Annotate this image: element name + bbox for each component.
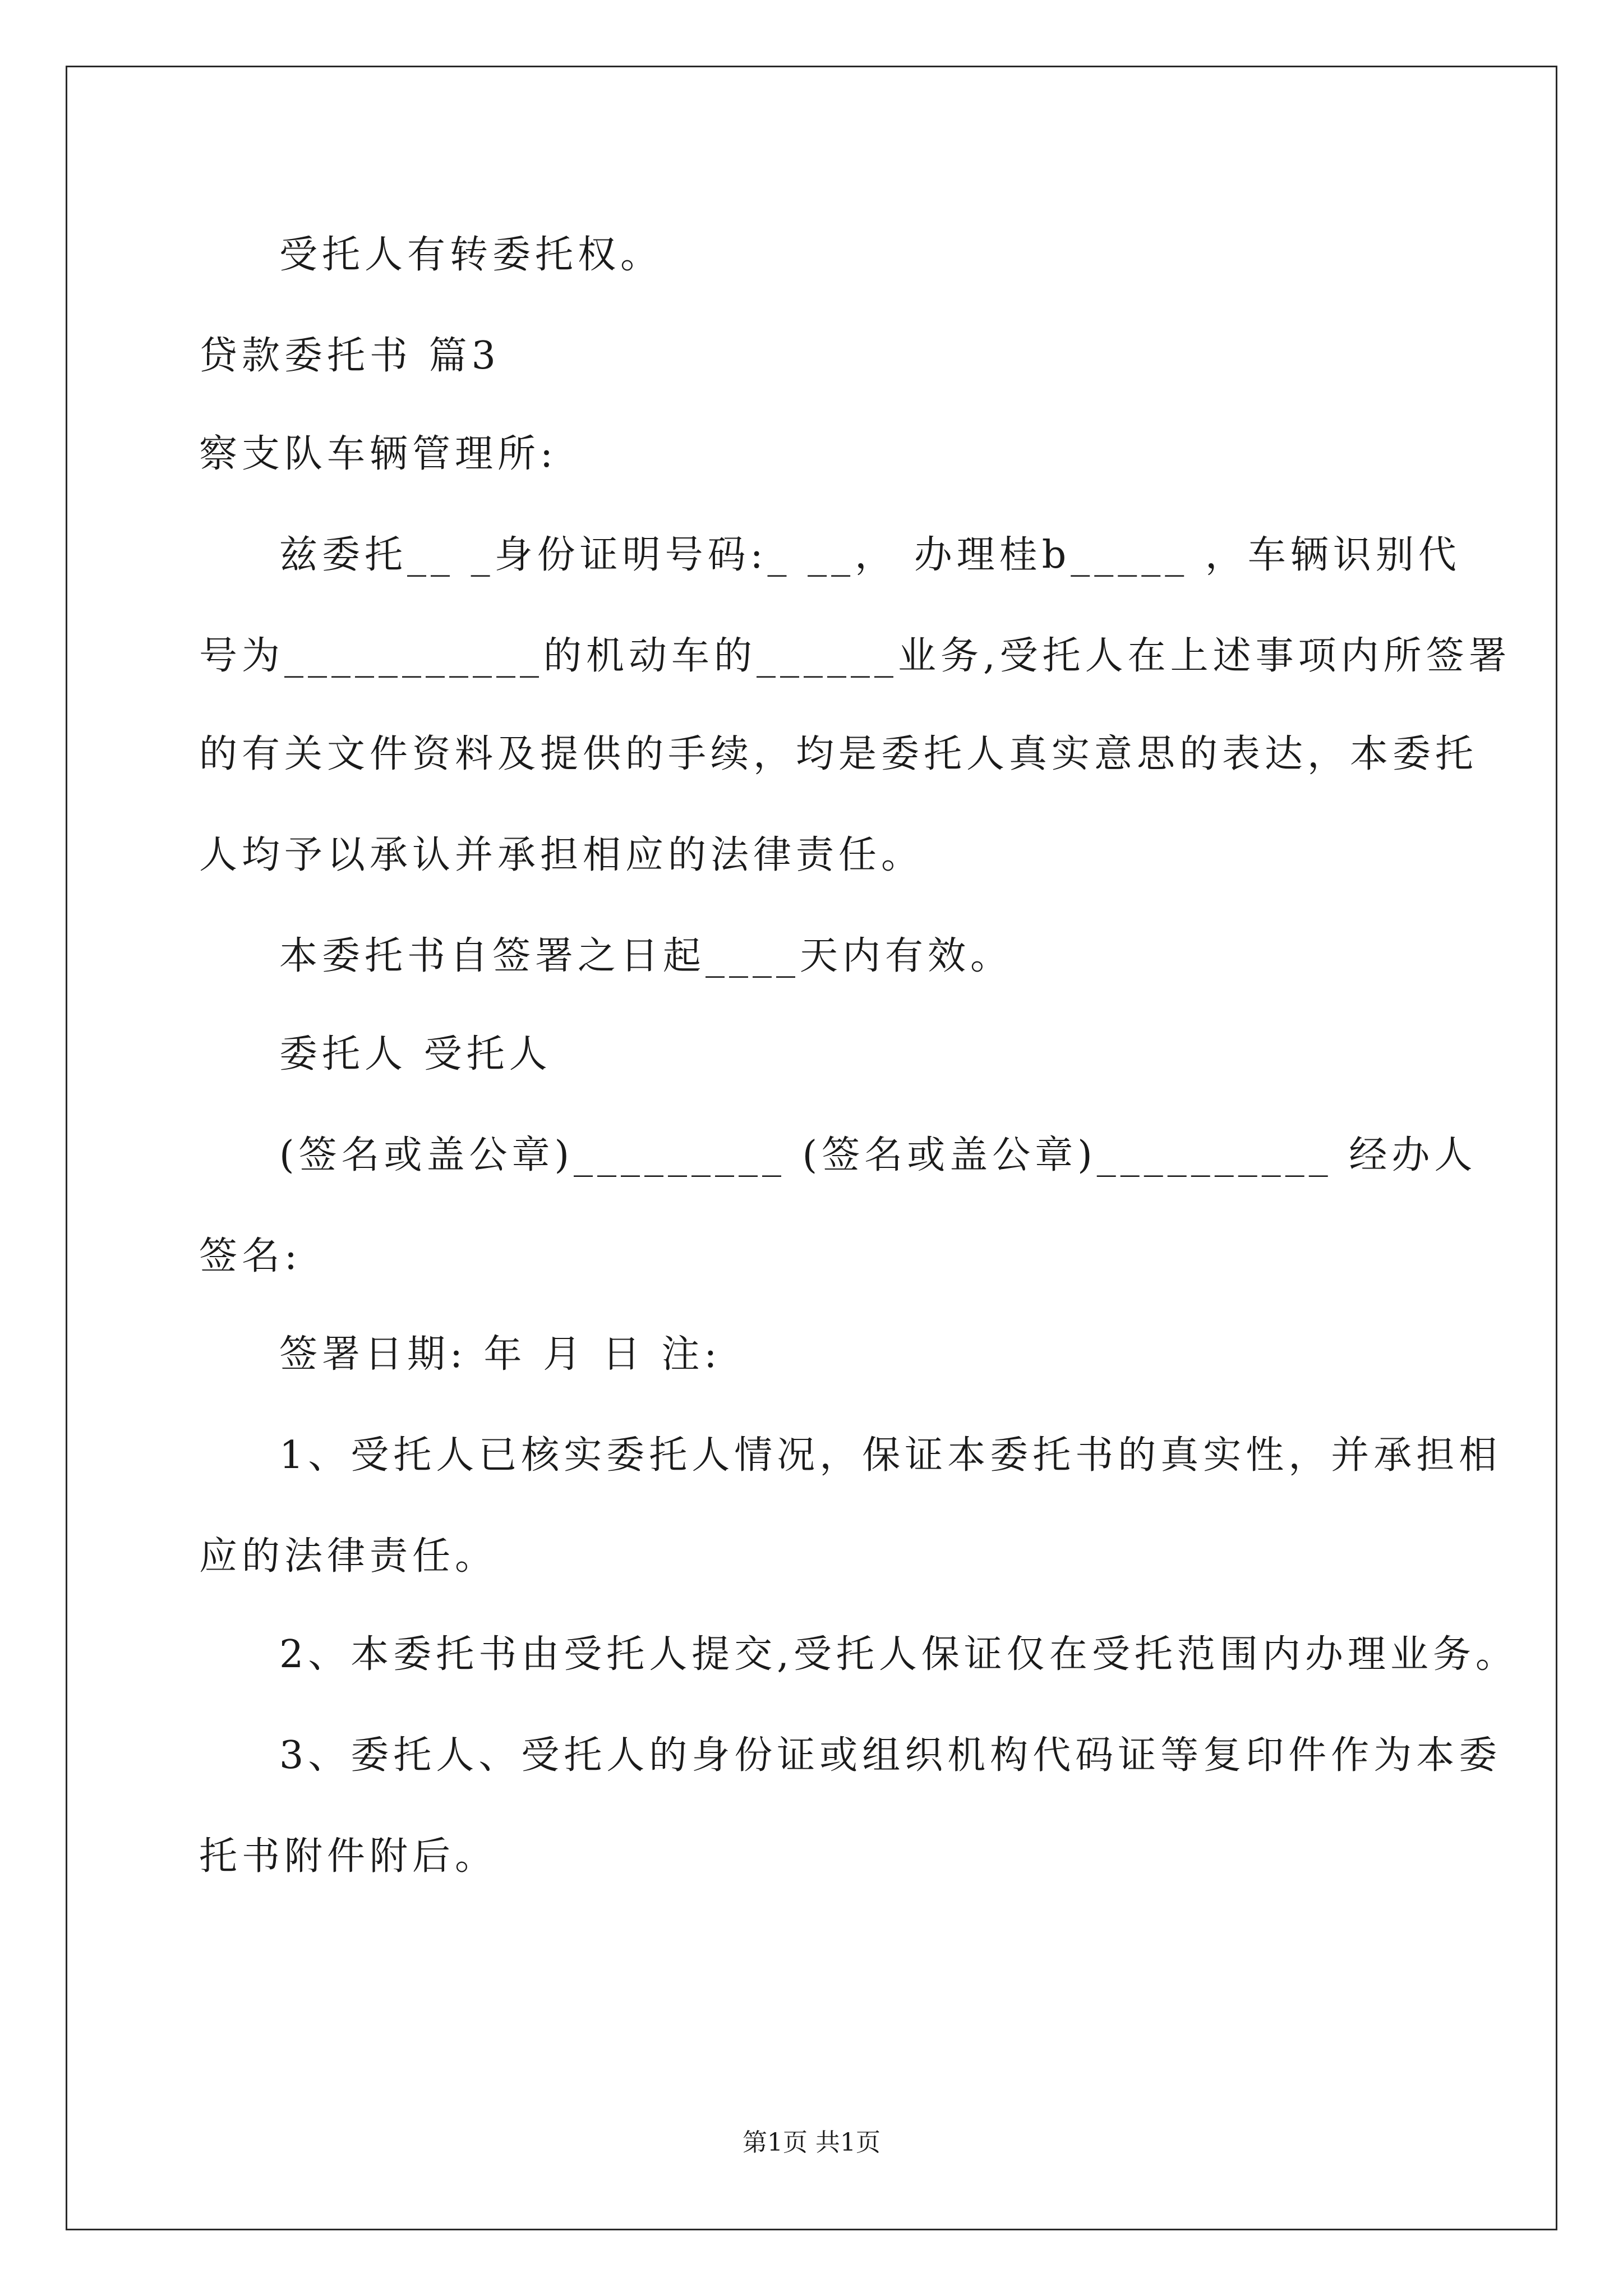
note-item-1-continued: 应的法律责任。 xyxy=(199,1534,498,1579)
paragraph-line: 人均予以承认并承担相应的法律责任。 xyxy=(199,833,924,877)
note-item-3-continued: 托书附件附后。 xyxy=(199,1834,498,1879)
signature-label: 签名: xyxy=(199,1234,302,1278)
paragraph-line: 兹委托__ _身份证明号码:_ __， 办理桂b_____ ，车辆识别代 xyxy=(279,533,1461,577)
page-footer: 第1页 共1页 xyxy=(743,2128,880,2157)
parties-line: 委托人 受托人 xyxy=(279,1032,552,1076)
note-item-1: 1、受托人已核实委托人情况，保证本委托书的真实性，并承担相 xyxy=(279,1433,1502,1478)
note-item-2: 2、本委托书由受托人提交,受托人保证仅在受托范围内办理业务。 xyxy=(279,1632,1518,1677)
paragraph-line: 受托人有转委托权。 xyxy=(279,233,663,277)
paragraph-line: 的有关文件资料及提供的手续，均是委托人真实意思的表达，本委托 xyxy=(199,732,1478,776)
addressee-line: 察支队车辆管理所: xyxy=(199,432,557,476)
sign-date-line: 签署日期: 年 月 日 注: xyxy=(279,1332,722,1377)
section-heading: 贷款委托书 篇3 xyxy=(199,334,500,378)
signature-line: (签名或盖公章)_________ (签名或盖公章)__________ 经办人 xyxy=(279,1133,1477,1177)
validity-line: 本委托书自签署之日起____天内有效。 xyxy=(279,934,1013,978)
note-item-3: 3、委托人、受托人的身份证或组织机构代码证等复印件作为本委 xyxy=(279,1733,1502,1778)
paragraph-line: 号为___________的机动车的______业务,受托人在上述事项内所签署 xyxy=(199,634,1511,678)
